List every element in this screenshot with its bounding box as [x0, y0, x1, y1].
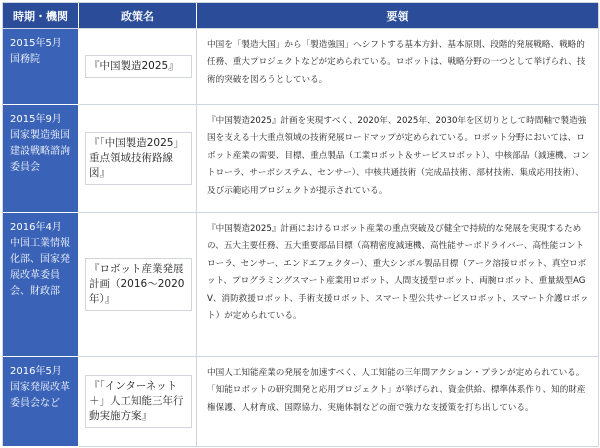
- row-4-period: 2016年5月 国家発展改革委員会など: [3, 357, 79, 447]
- row-3-summary: 『中国製造2025』計画におけるロボット産業の重点突破及び健全で持続的な発展を実現するための、五大主要任務、五大重要部品目標（高精密度減速機、高性能サーボドライバー、高性能コントローラ、センサー、エンドエフェクター）、重大シンボル製品目標（アーク溶接ロボット、真空ロボット、プログラミングスマート産業用ロボット、人間支援型ロボット、両腕ロボット、重量級型AGV、消防救援ロボット、手術支援ロボット、スマート型公共サービスロボット、スマート介護ロボット）が定められている。: [197, 213, 599, 357]
- row-4-summary: 中国人工知能産業の発展を加速すべく、人工知能の三年間アクション・プランが定められている。「知能ロボットの研究開発と応用プロジェクト」が挙げられ、資金供給、標準体系作り、知的財産権保護、人材育成、国際協力、実施体制などの面で強力な支援策を打ち出している。: [197, 357, 599, 447]
- row-1-policy: 『中国製造2025』: [85, 55, 192, 78]
- row-3-policy: 『ロボット産業発展計画（2016～2020年）』: [85, 258, 192, 311]
- row-3-policy-cell: [79, 213, 197, 357]
- row-3-period: 2016年4月 中国工業情報化部、国家発展改革委員会、財政部: [3, 213, 79, 357]
- row-2-summary: 『中国製造2025』計画を実現すべく、2020年、2025年、2030年を区切りとして時間軸で製造強国を支える十大重点領域の技術発展ロードマップが定められている。ロボット分野においては、ロボット産業の需要、目標、重点製品（工業ロボット＆サービスロボット）、中核部品（減速機、コントローラ、サーボシステム、センサー）、中核共通技術（完成品技術、部材技術、集成応用技術）、及び示範応用プロジェクトが提示されている。: [197, 105, 599, 213]
- header-summary: 要領: [197, 3, 599, 29]
- row-4-policy: 『「インターネット＋」人工知能三年行動実施方案』: [85, 375, 192, 428]
- row-2-policy: 『「中国製造2025」重点領域技術路線図』: [85, 132, 192, 185]
- row-1-summary: 中国を「製造大国」から「製造強国」へシフトする基本方針、基本原則、段階的発展戦略、戦略的任務、重大プロジェクトなどが定められている。ロボットは、戦略分野の一つとして挙げられ、技術的突破を図ろうとしている。: [197, 29, 599, 105]
- row-2-period: 2015年9月 国家製造強国建設戦略諮詢委員会: [3, 105, 79, 213]
- row-1-period: 2015年5月 国務院: [3, 29, 79, 105]
- row-2-policy-cell: [79, 105, 197, 213]
- row-4-policy-cell: [79, 357, 197, 447]
- header-period: 時期・機関: [3, 3, 79, 29]
- row-1-policy-cell: [79, 29, 197, 105]
- policy-table: [2, 2, 598, 446]
- header-policy: 政策名: [79, 3, 197, 29]
